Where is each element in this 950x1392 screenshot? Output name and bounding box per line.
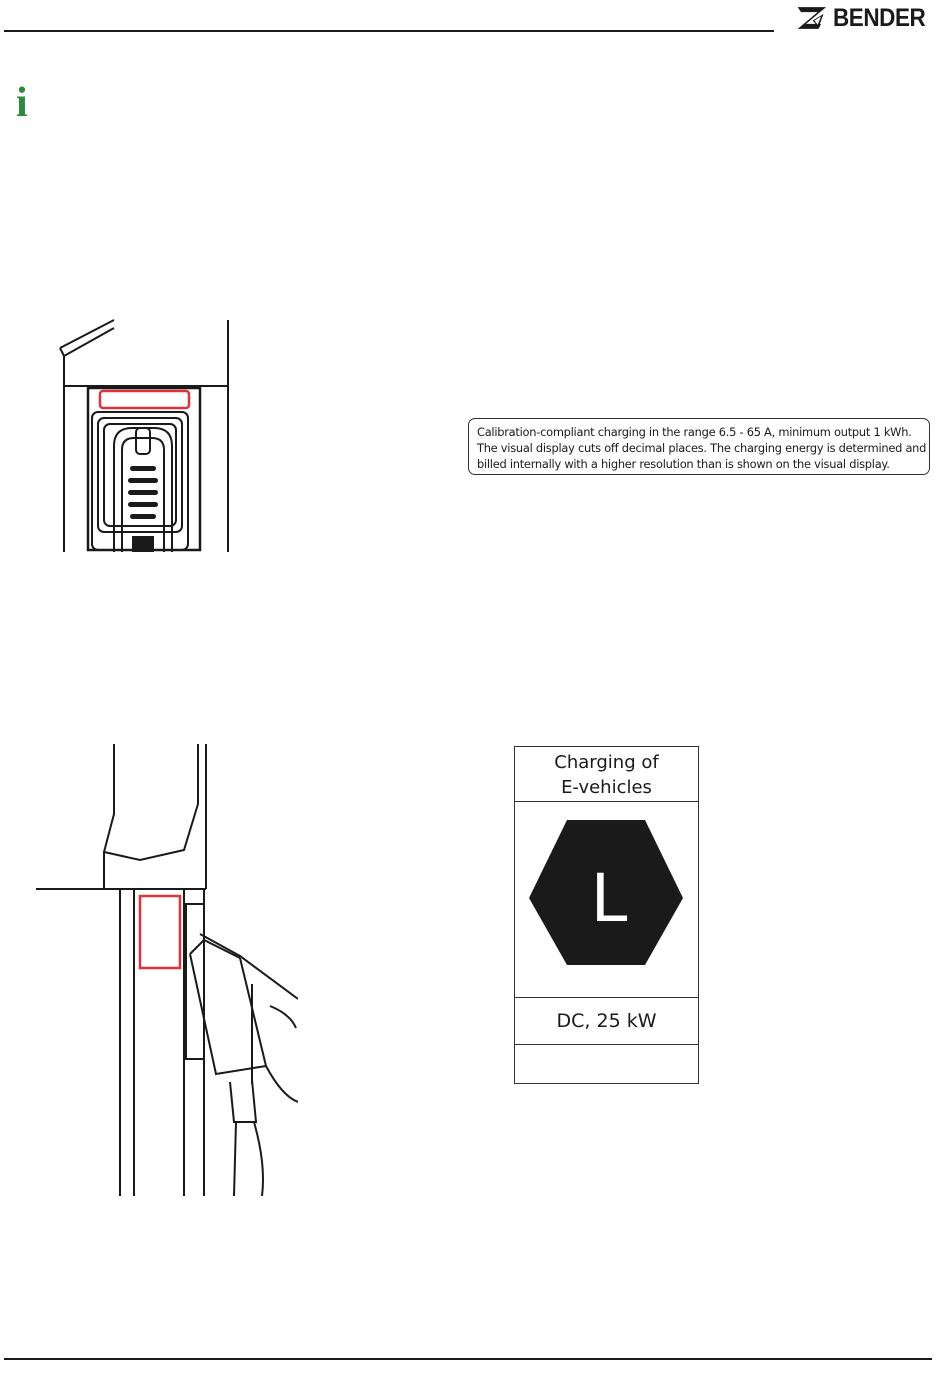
calibration-note (468, 418, 930, 475)
label-title-line-1: Charging of (554, 752, 659, 773)
charging-label-card (514, 746, 699, 1084)
hexagon-letter: L (590, 860, 628, 937)
header-rule (4, 30, 774, 32)
info-icon: i (16, 80, 28, 126)
note-line-2: The visual display cuts off decimal places. The charging energy is determined and (477, 441, 927, 455)
hexagon-icon (515, 802, 698, 997)
brand-name: BENDER (833, 3, 926, 32)
note-line-1: Calibration-compliant charging in the range 6.5 - 65 A, minimum output 1 kWh. (477, 425, 912, 439)
station-illustration (34, 744, 298, 1199)
socket-illustration (56, 316, 236, 556)
footer-rule (4, 1358, 932, 1360)
label-power: DC, 25 kW (515, 997, 698, 1045)
note-line-3: billed internally with a higher resolution than is shown on the visual display. (477, 457, 890, 471)
bender-logo-mark-icon (796, 3, 829, 33)
label-title (515, 747, 698, 802)
hexagon-symbol (515, 802, 698, 997)
label-empty-row (515, 1045, 698, 1083)
label-title-line-2: E-vehicles (561, 777, 652, 798)
bender-logo (796, 2, 936, 34)
